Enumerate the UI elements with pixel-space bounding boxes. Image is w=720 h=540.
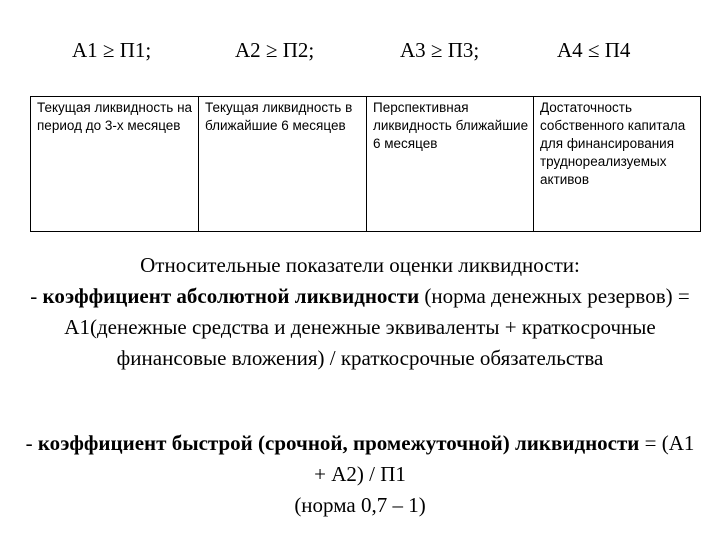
absolute-liquidity-term: коэффициент абсолютной ликвидности <box>42 284 420 308</box>
definition-cell: Текущая ликвидность на период до 3-х месяцев <box>31 97 199 232</box>
quick-liquidity-formula: = (А1 + А2) / П1 <box>314 431 695 486</box>
absolute-liquidity-definition: (норма денежных резервов) = А1(денежные средства и денежные эквиваленты + краткосрочные финансовые вложения) / краткосрочные обязательства <box>64 284 690 370</box>
definition-cell: Перспективная ликвидность ближайшие 6 месяцев <box>367 97 534 232</box>
condition-a4: А4 ≤ П4 <box>557 38 631 62</box>
absolute-liquidity-block <box>20 250 700 374</box>
quick-liquidity-term: коэффициент быстрой (срочной, промежуточной) ликвидности <box>37 431 640 455</box>
definition-cell: Текущая ликвидность в ближайшие 6 месяцев <box>199 97 367 232</box>
quick-liquidity-norm: (норма 0,7 – 1) <box>294 493 426 517</box>
definitions-table <box>30 96 701 232</box>
table-row <box>31 97 701 232</box>
list-dash: - <box>30 284 43 308</box>
liquidity-conditions <box>30 38 702 78</box>
relative-indicators-heading: Относительные показатели оценки ликвидности: <box>140 253 580 277</box>
definition-cell: Достаточность собственного капитала для финансирования труднореализуемых активов <box>534 97 701 232</box>
quick-liquidity-block <box>20 428 700 521</box>
list-dash: - <box>25 431 38 455</box>
condition-a3: А3 ≥ П3; <box>400 38 480 62</box>
condition-a1: А1 ≥ П1; <box>72 38 152 62</box>
condition-a2: А2 ≥ П2; <box>235 38 315 62</box>
